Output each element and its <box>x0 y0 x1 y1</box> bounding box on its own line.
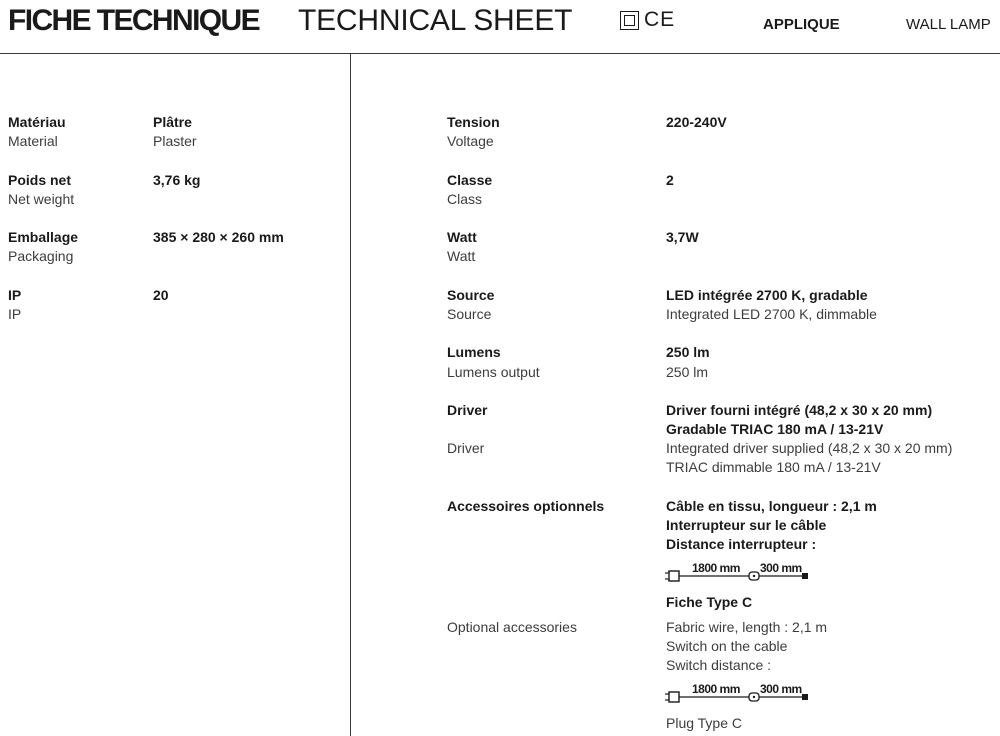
value-fr: 3,76 kg <box>153 172 201 188</box>
value-fr-line-3: Distance interrupteur : <box>666 536 817 552</box>
value-en-line-2: TRIAC dimmable 180 mA / 13-21V <box>666 459 881 475</box>
plug-type-en: Plug Type C <box>666 715 743 731</box>
cable-diagram-en <box>664 682 814 708</box>
label-en: Source <box>447 306 492 322</box>
value-fr: LED intégrée 2700 K, gradable <box>666 287 868 303</box>
value-fr: 250 lm <box>666 344 710 360</box>
value-fr-line-1: Câble en tissu, longueur : 2,1 m <box>666 498 877 514</box>
label-fr: Classe <box>447 172 493 188</box>
label-en: Driver <box>447 440 485 456</box>
label-en: Packaging <box>8 248 74 264</box>
value-en: 250 lm <box>666 364 709 380</box>
label-en: Class <box>447 191 483 207</box>
segment-1-label: 1800 mm <box>692 682 740 696</box>
segment-2-label: 300 mm <box>760 682 802 696</box>
title-french: FICHE TECHNIQUE <box>8 4 260 37</box>
value-fr: 20 <box>153 287 169 303</box>
value-en: Plaster <box>153 133 197 149</box>
class-2-icon <box>620 11 639 30</box>
value-fr-line-2: Gradable TRIAC 180 mA / 13-21V <box>666 421 884 437</box>
value-fr: 2 <box>666 172 674 188</box>
value-en: Integrated LED 2700 K, dimmable <box>666 306 877 322</box>
label-fr: Source <box>447 287 495 303</box>
title-english: TECHNICAL SHEET <box>298 4 573 37</box>
label-fr: Watt <box>447 229 477 245</box>
label-fr: Matériau <box>8 114 66 130</box>
segment-2-label: 300 mm <box>760 561 802 575</box>
value-en-line-2: Switch on the cable <box>666 638 788 654</box>
label-en: Voltage <box>447 133 494 149</box>
column-divider <box>350 54 351 736</box>
cable-diagram-fr <box>664 561 814 587</box>
value-fr: 220-240V <box>666 114 727 130</box>
segment-1-label: 1800 mm <box>692 561 740 575</box>
label-en: Material <box>8 133 58 149</box>
value-en-line-3: Switch distance : <box>666 657 772 673</box>
value-en-line-1: Integrated driver supplied (48,2 x 30 x 20 mm) <box>666 440 953 456</box>
plug-type-fr: Fiche Type C <box>666 594 753 610</box>
label-fr: Tension <box>447 114 500 130</box>
value-fr: 385 × 280 × 260 mm <box>153 229 284 245</box>
category-french: APPLIQUE <box>763 16 840 33</box>
value-en-line-1: Fabric wire, length : 2,1 m <box>666 619 828 635</box>
label-fr: Lumens <box>447 344 501 360</box>
label-fr: Emballage <box>8 229 79 245</box>
label-en: Lumens output <box>447 364 540 380</box>
value-fr-line-1: Driver fourni intégré (48,2 x 30 x 20 mm) <box>666 402 933 418</box>
value-fr-line-2: Interrupteur sur le câble <box>666 517 827 533</box>
label-fr: IP <box>8 287 22 303</box>
label-en: Optional accessories <box>447 619 577 635</box>
label-fr: Accessoires optionnels <box>447 498 605 514</box>
label-fr: Driver <box>447 402 488 418</box>
certification-marks <box>620 10 675 30</box>
label-fr: Poids net <box>8 172 72 188</box>
label-en: Watt <box>447 248 476 264</box>
ce-mark-icon: CE <box>644 8 676 31</box>
label-en: IP <box>8 306 22 322</box>
value-fr: 3,7W <box>666 229 699 245</box>
value-fr: Plâtre <box>153 114 192 130</box>
category-english: WALL LAMP <box>906 16 991 33</box>
header <box>0 0 1000 54</box>
label-en: Net weight <box>8 191 75 207</box>
